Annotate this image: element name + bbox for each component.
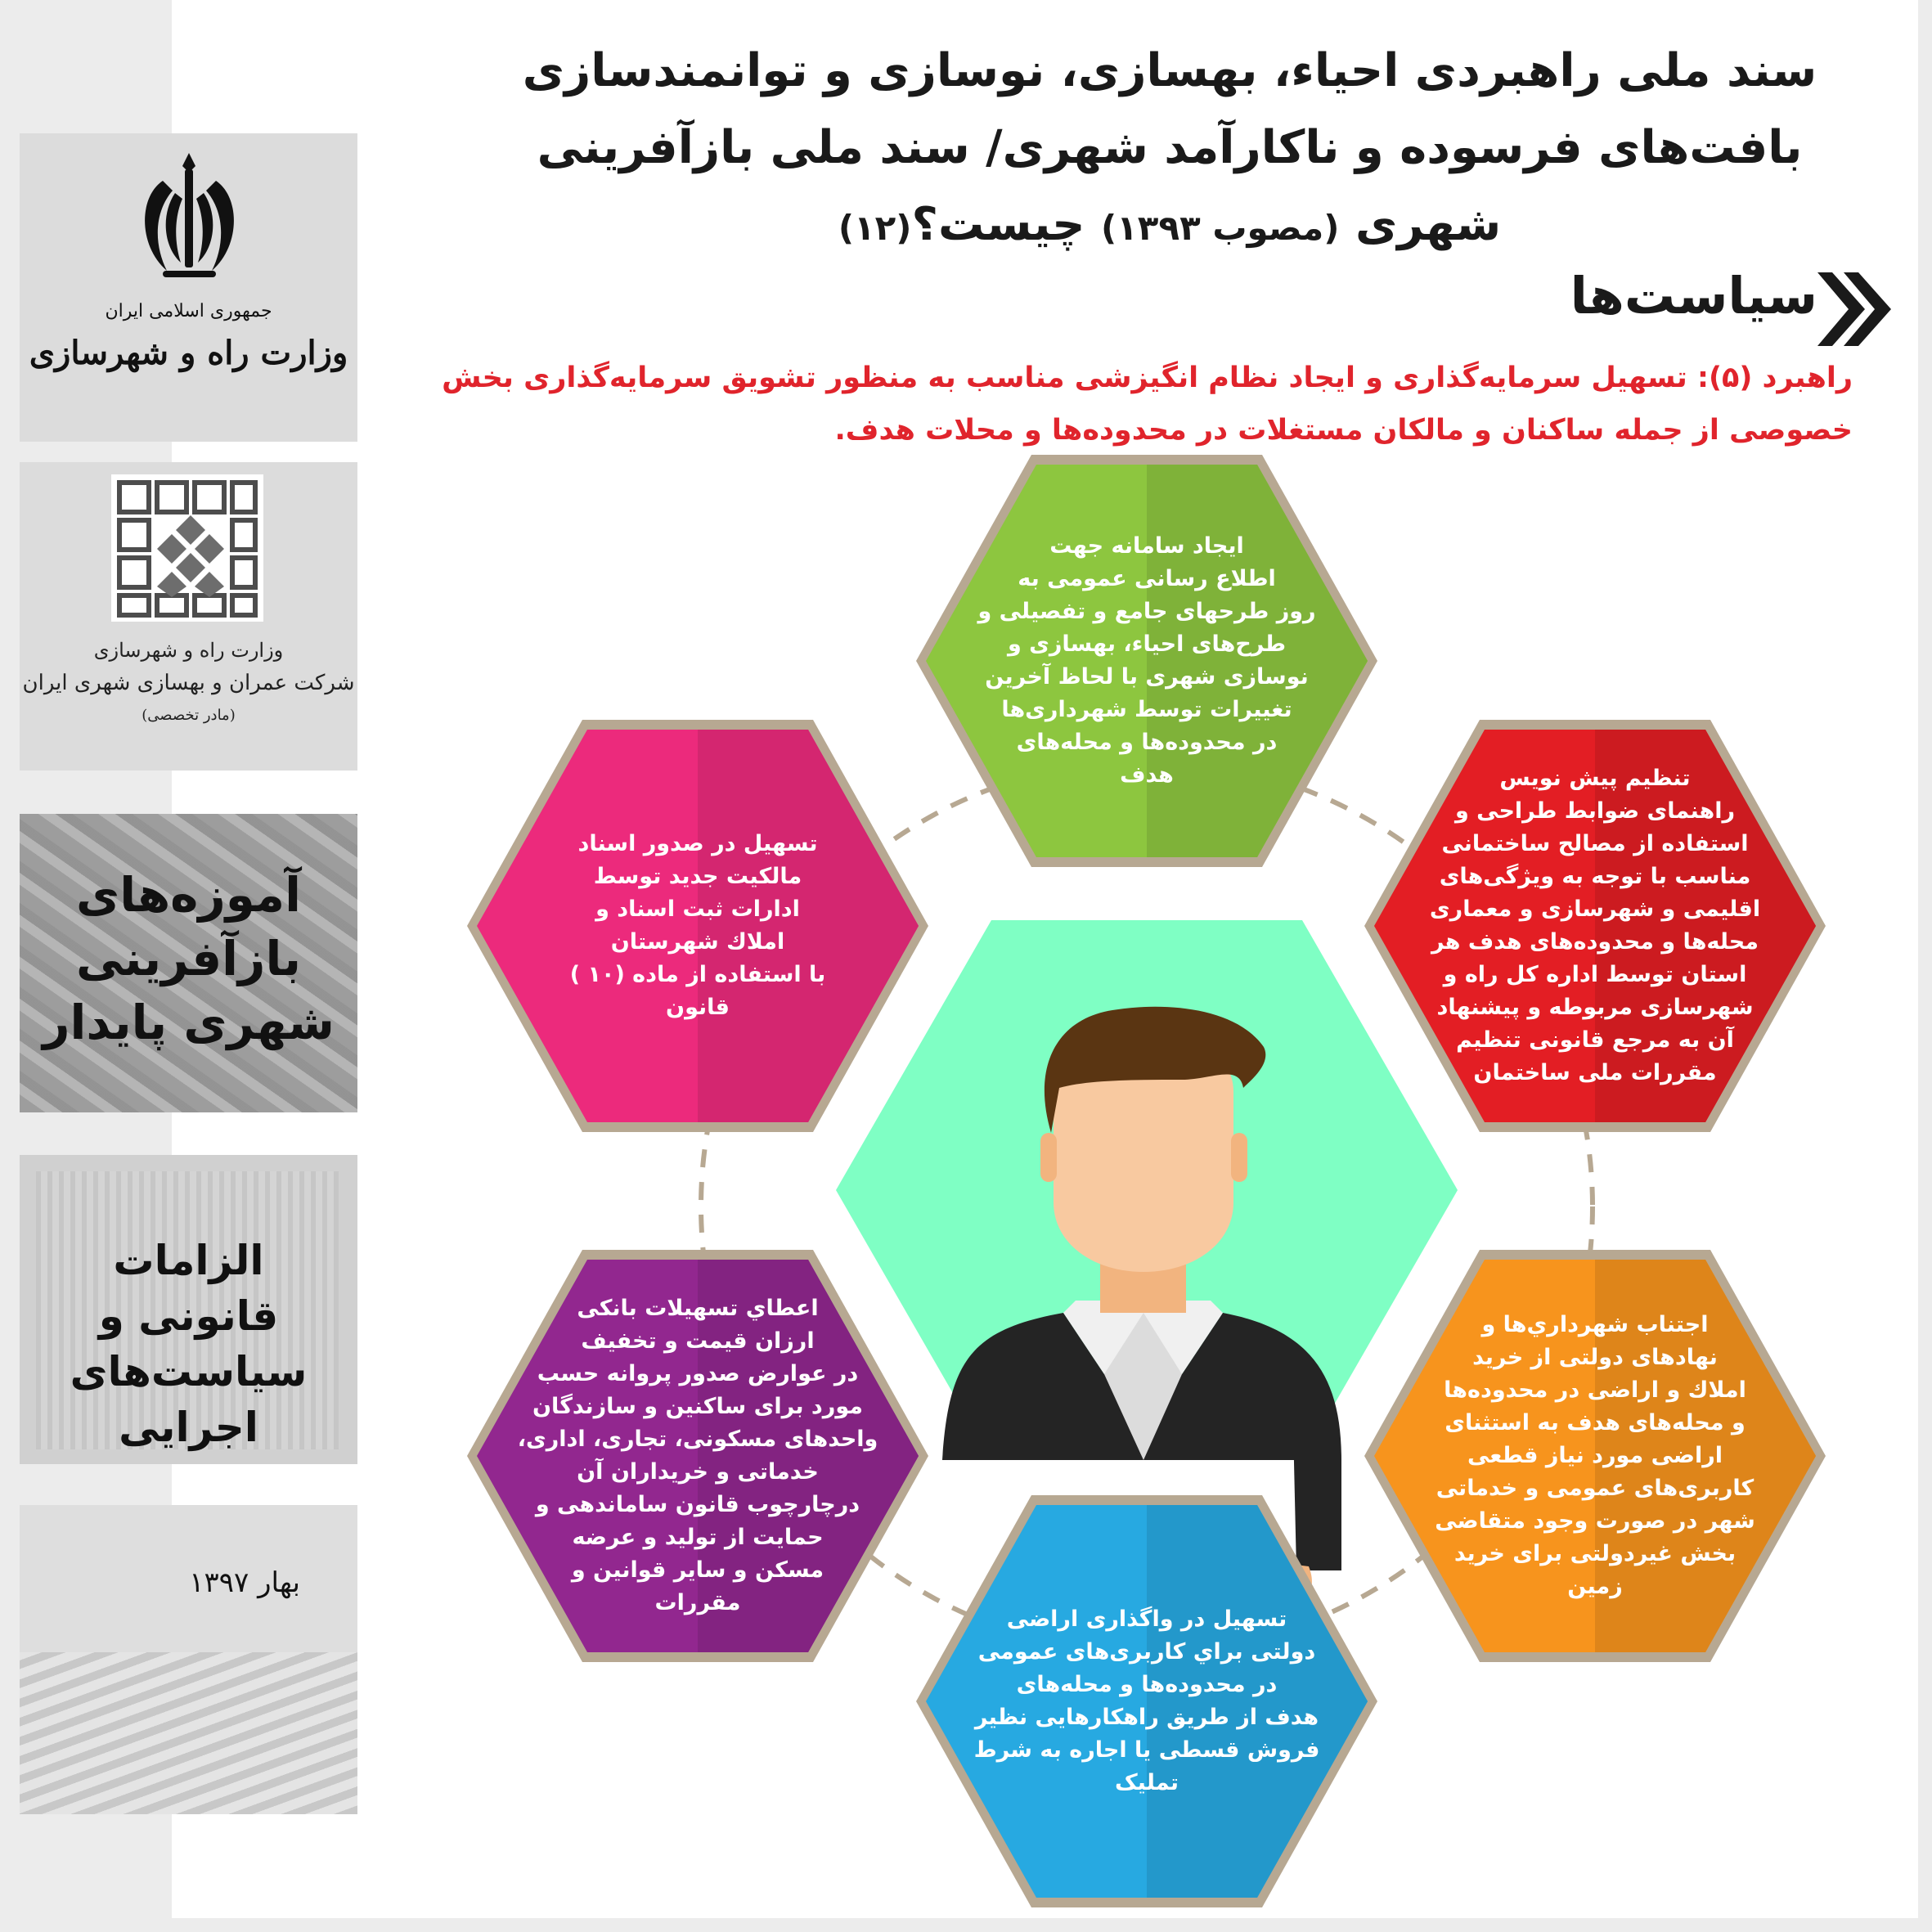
title-question: چیست؟ bbox=[911, 198, 1085, 251]
company-line-2: شرکت عمران و بهسازی شهری ایران bbox=[22, 671, 355, 695]
policy-text: تنظیم پیش نویس راهنمای ضوابط طراحی و استفاده از مصالح ساختمانی مناسب با توجه به ویژگی‌های اقلیمی و شهرسازی و معماری محله‌ها و محدوده‌های هدف هر استان توسط اداره کل راه و شهرسازی مربوطه و پیشنهاد آن به مرجع قانونی تنظیم مقررات ملی ساختمان bbox=[1429, 766, 1761, 1085]
company-line-3: (مادر تخصصی) bbox=[142, 707, 236, 724]
season-label: بهار ۱۳۹۷ bbox=[189, 1566, 300, 1599]
emblem-caption: جمهوری اسلامی ایران bbox=[105, 301, 272, 321]
title-line-2: بافت‌های فرسوده و ناکارآمد شهری/ سند ملی بازآفرینی bbox=[537, 121, 1803, 174]
hex-land-transfer-text bbox=[950, 1521, 1343, 1881]
hex-land-purchase-text bbox=[1399, 1276, 1791, 1636]
strategy-text: راهبرد (۵): تسهیل سرمایه‌گذاری و ایجاد نظام انگیزشی مناسب به منظور تشویق سرمایه‌گذاری بخش خصوصی از جمله ساکنان و مالکان مستغلات در محدوده‌ها و محلات هدف. bbox=[442, 362, 1853, 447]
hex-design-guidelines-text bbox=[1399, 746, 1791, 1106]
policy-text: تسهیل در صدور اسناد مالکیت جدید توسط ادارات ثبت اسناد و املاك شهرستان با استفاده از ماده (۱۰ ) قانون bbox=[569, 831, 826, 1020]
title-word: شهری bbox=[1355, 198, 1502, 251]
hex-ownership-docs-text bbox=[501, 746, 894, 1106]
policy-text: تسهیل در واگذاری اراضی دولتی براي کاربری‌های عمومی در محدوده‌ها و محله‌های هدف از طریق راهکارهایی نظیر فروش قسطی یا اجاره به شرط تملیک bbox=[973, 1606, 1320, 1795]
hex-info-system-text bbox=[950, 481, 1343, 841]
hex-bank-loans-text bbox=[501, 1276, 894, 1636]
title-ref: (۱۲) bbox=[838, 208, 912, 248]
title-line-1: سند ملی راهبردی احیاء، بهسازی، نوسازی و توانمندسازی bbox=[522, 44, 1817, 97]
company-line-1: وزارت راه و شهرسازی bbox=[93, 639, 284, 662]
title-approved: (مصوب ۱۳۹۳) bbox=[1100, 208, 1340, 248]
teaching-title: آموزه‌های بازآفرینی شهری پایدار bbox=[43, 867, 335, 1050]
policy-text: اعطاي تسهیلات بانکی ارزان قیمت و تخفیف در عوارض صدور پروانه حسب مورد برای ساکنین و سازندگان واحدهای مسکونی، تجاری، اداری، خدماتی و خریداران آن درچارچوب قانون ساماندهی و حمایت از تولید و عرضه مسکن و سایر قوانین و مقررات bbox=[517, 1296, 878, 1615]
ministry-name: وزارت راه و شهرسازی bbox=[29, 334, 348, 372]
section-title: سیاست‌ها bbox=[1570, 266, 1817, 326]
policy-text: اجتناب شهرداري‌ها و نهادهای دولتی از خرید املاك و اراضی در محدوده‌ها و محله‌های هدف به استثنای اراضی مورد نیاز قطعی کاربری‌های عمومی و خدماتی شهر در صورت وجود متقاضی بخش غیردولتی برای خرید زمین bbox=[1435, 1312, 1755, 1599]
legal-title: الزامات قانونی و سیاست‌های اجرایی bbox=[70, 1237, 308, 1451]
policy-text: ایجاد سامانه جهت اطلاع رسانی عمومی به روز طرحهای جامع و تفصیلی و طرح‌های احیاء، بهسازی و نوسازی شهری با لحاظ آخرین تغییرات توسط شهرداری‌ها در محدوده‌ها و محله‌های هدف bbox=[977, 533, 1316, 788]
